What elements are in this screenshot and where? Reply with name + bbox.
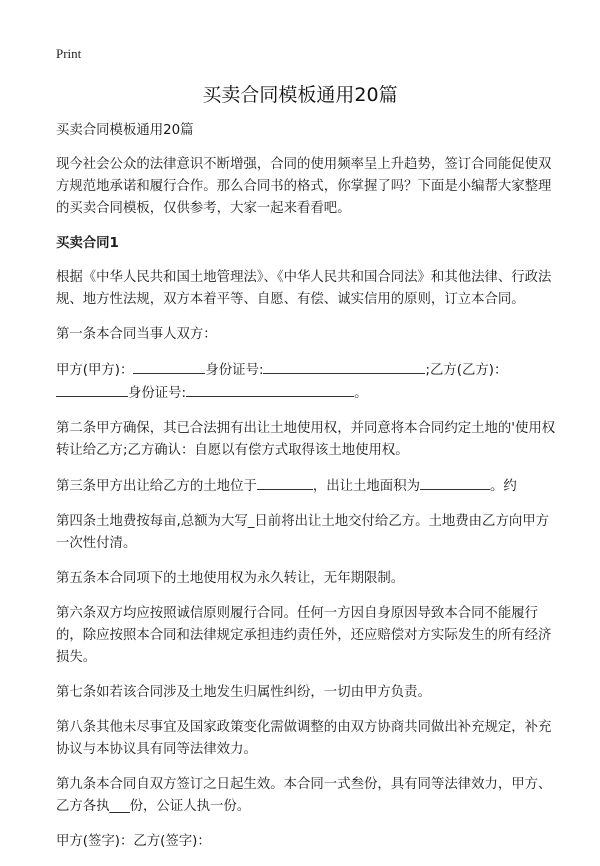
party-b-blank — [56, 382, 128, 397]
area-blank — [420, 475, 490, 490]
article-9: 第九条本合同自双方签订之日起生效。本合同一式叁份，具有同等法律效力，甲方、乙方各执___份，公证人执一份。 — [56, 777, 552, 814]
signature-line: 甲方(签字)：乙方(签字)： — [56, 834, 211, 849]
print-label: Print — [56, 46, 82, 61]
location-blank — [257, 475, 313, 490]
article-1: 第一条本合同当事人双方： — [56, 327, 217, 342]
party-a-label: 甲方(甲方)： — [56, 363, 134, 378]
article-8: 第八条其他未尽事宜及国家政策变化需做调整的由双方协商共同做出补充规定，补充协议与本协议具有同等法律效力。 — [56, 720, 552, 757]
article-3-end: 。约 — [489, 479, 517, 494]
basis-paragraph: 根据《中华人民共和国土地管理法》、《中华人民共和国合同法》和其他法律、行政法规、地方性法规，双方本着平等、自愿、有偿、诚实信用的原则，订立本合同。 — [56, 270, 552, 307]
document-subtitle: 买卖合同模板通用20篇 — [56, 123, 194, 138]
section-heading: 买卖合同1 — [56, 236, 119, 251]
party-a-blank — [133, 359, 205, 374]
id-number-blank-b — [186, 382, 354, 397]
article-5: 第五条本合同项下的土地使用权为永久转让，无年期限制。 — [56, 571, 405, 586]
document-title: 买卖合同模板通用20篇 — [202, 84, 398, 106]
article-4: 第四条土地费按每亩,总额为大写_日前将出让土地交付给乙方。土地费由乙方向甲方一次性付清。 — [56, 514, 550, 551]
intro-paragraph: 现今社会公众的法律意识不断增强，合同的使用频率呈上升趋势，签订合同能促使双方规范地承诺和履行合作。那么合同书的格式，你掌握了吗？下面是小编帮大家整理的买卖合同模板，仅供参考，大家一起来看看吧。 — [56, 157, 552, 216]
article-3 — [56, 475, 556, 498]
parties-end: 。 — [354, 386, 368, 401]
article-7: 第七条如若该合同涉及土地发生归属性纠纷，一切由甲方负责。 — [56, 685, 431, 700]
article-2: 第二条甲方确保，其已合法拥有出让土地使用权，并同意将本合同约定土地的'使用权转让给乙方;乙方确认：自愿以有偿方式取得该土地使用权。 — [56, 421, 556, 458]
parties-paragraph — [56, 359, 556, 405]
document-body — [56, 120, 556, 866]
article-3-location: 第三条甲方出让给乙方的土地位于 — [56, 479, 257, 494]
article-6: 第六条双方均应按照诚信原则履行合同。任何一方因自身原因导致本合同不能履行的，除应按照本合同和法律规定承担违约责任外，还应赔偿对方实际发生的所有经济损失。 — [56, 606, 552, 665]
id-number-blank-a — [263, 359, 425, 374]
party-b-label: ;乙方(乙方)： — [425, 363, 508, 378]
id-number-label-a: 身份证号: — [205, 363, 264, 378]
article-3-area: ，出让土地面积为 — [312, 479, 420, 494]
id-number-label-b: 身份证号: — [128, 386, 187, 401]
